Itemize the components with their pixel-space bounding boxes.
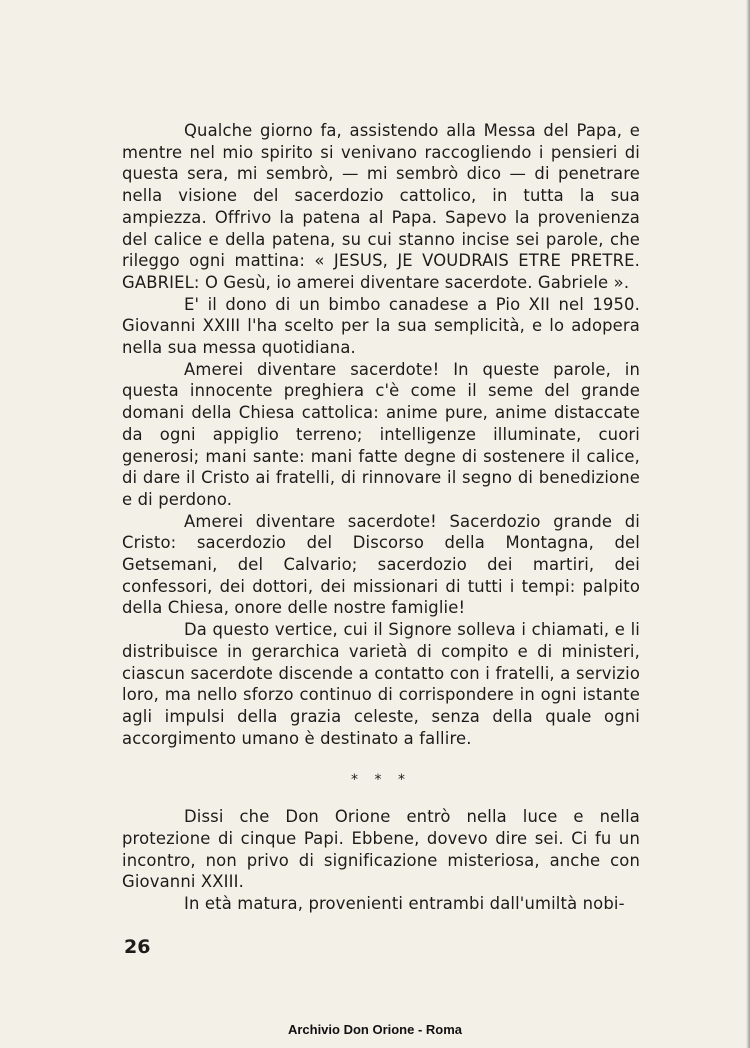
body-text (122, 120, 640, 915)
page-number: 26 (124, 936, 151, 958)
paragraph-5: Da questo vertice, cui il Signore solleva i chiamati, e li distribuisce in gerarchica varietà di compito e di ministeri, ciascun sacerdote discende a contatto con i fratelli, a servizio loro, ma nello sforzo continuo di corrispondere in ogni istante agli impulsi della grazia celeste, senza della quale ogni accorgimento umano è destinato a fallire. (122, 620, 640, 748)
paragraph-1: Qualche giorno fa, assistendo alla Messa del Papa, e mentre nel mio spirito si venivano raccogliendo i pensieri di questa sera, mi sembrò, — mi sembrò dico — di penetrare nella visione del sacerdozio cattolico, in tutta la sua ampiezza. Offrivo la patena al Papa. Sapevo la provenienza del calice e della patena, su cui stanno incise sei parole, che rileggo ogni mattina: « JESUS, JE VOUDRAIS ETRE PRETRE. GABRIEL: O Gesù, io amerei diventare sacerdote. Gabriele ». (122, 121, 640, 292)
archive-footer: Archivio Don Orione - Roma (287, 1022, 463, 1037)
paragraph-6: Dissi che Don Orione entrò nella luce e nella protezione di cinque Papi. Ebbene, dovevo dire sei. Ci fu un incontro, non privo di significazione misteriosa, anche con Giovanni XXIII. (122, 807, 640, 892)
page-edge-shadow (746, 0, 750, 1048)
paragraph-7: In età matura, provenienti entrambi dall'umiltà nobi- (184, 893, 625, 913)
paragraph-2: E' il dono di un bimbo canadese a Pio XII nel 1950. Giovanni XXIII l'ha scelto per la sua semplicità, e lo adopera nella sua messa quotidiana. (122, 294, 640, 358)
paragraph-4: Amerei diventare sacerdote! Sacerdozio grande di Cristo: sacerdozio del Discorso della Montagna, del Getsemani, del Calvario; sacerdozio dei martiri, dei confessori, dei dottori, dei missionari di tutti i tempi: palpito della Chiesa, onore delle nostre famiglie! (122, 511, 640, 618)
section-separator: * * * (351, 772, 411, 789)
paragraph-3: Amerei diventare sacerdote! In queste parole, in questa innocente preghiera c'è come il seme del grande domani della Chiesa cattolica: anime pure, anime distaccate da ogni appiglio terreno; intelligenze illuminate, cuori generosi; mani sante: mani fatte degne di sostenere il calice, di dare il Cristo ai fratelli, di rinnovare il segno di benedizione e di perdono. (122, 359, 640, 509)
